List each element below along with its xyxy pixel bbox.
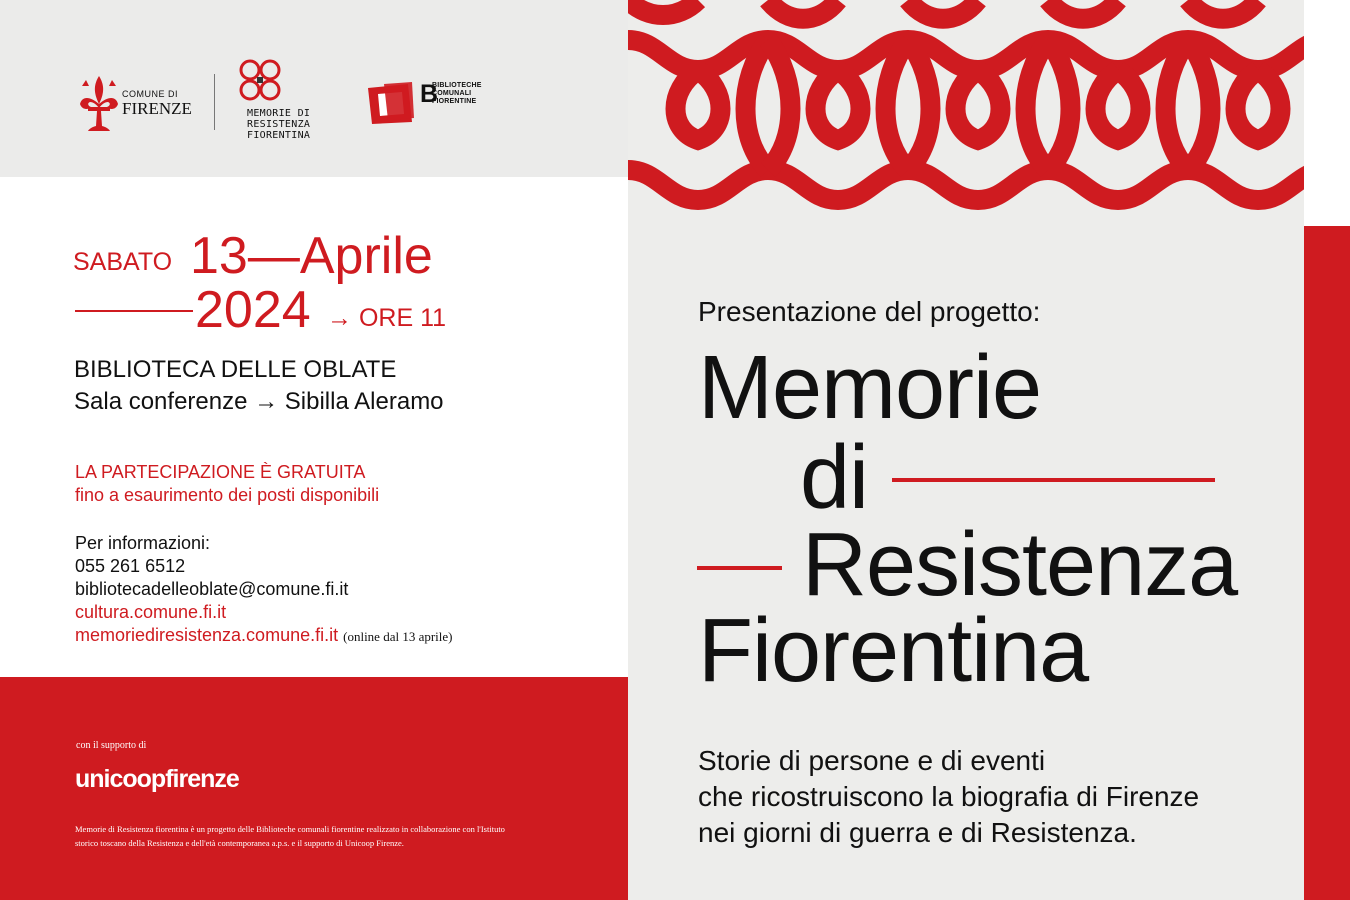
logo-divider [214,74,215,130]
red-side-strip [1304,226,1350,900]
description-line: Storie di persone e di eventi [698,745,1046,776]
event-time: → ORE 11 [327,304,447,332]
support-label: con il supporto di [76,740,147,751]
venue-name: BIBLIOTECA DELLE OBLATE [74,356,397,383]
event-day: SABATO [73,248,173,276]
title-line-memorie: Memorie [698,338,1042,438]
memorie-logo-line: FIORENTINA [247,130,311,141]
title-line-di: di [800,428,869,528]
title-line-fiorentina: Fiorentina [698,601,1089,701]
info-phone[interactable]: 055 261 6512 [75,556,186,576]
unicoop-logo: unicoopfirenze [75,765,239,793]
biblioteche-logo-line: FIORENTINE [432,98,477,105]
info-site-memorie[interactable]: memoriediresistenza.comune.fi.it [75,625,339,645]
biblioteche-logo-line: BIBLIOTECHE [432,82,482,89]
info-site-memorie-row [75,626,453,644]
venue-room: Sala conferenze → Sibilla Aleramo [74,388,444,415]
project-intro: Presentazione del progetto: [698,296,1041,327]
title-line-resistenza: Resistenza [802,515,1238,615]
memorie-logo-line: MEMORIE DI [247,108,311,119]
firenze-label: FIRENZE [122,99,192,118]
info-site-note: (online dal 13 aprile) [343,629,453,644]
event-year: 2024 [195,281,311,339]
biblioteche-book-icon [364,80,418,126]
fleur-de-lis-icon [78,74,120,132]
free-participation: LA PARTECIPAZIONE È GRATUITA [75,462,366,482]
seat-availability: fino a esaurimento dei posti disponibili [75,485,380,505]
memorie-logo-line: RESISTENZA [247,119,311,130]
comune-label: COMUNE DI [122,89,178,99]
event-date: 13—Aprile [190,227,433,285]
comune-firenze-logo-text [122,90,192,117]
title-rule-left [697,566,782,570]
memorie-knot-icon [236,57,284,103]
info-email[interactable]: bibliotecadelleoblate@comune.fi.it [75,579,349,599]
corner-strip [1304,0,1350,226]
description-line: che ricostruiscono la biografia di Firenze [698,781,1200,812]
info-site-cultura[interactable]: cultura.comune.fi.it [75,602,227,622]
biblioteche-b: B [420,80,439,108]
description-line: nei giorni di guerra e di Resistenza. [698,817,1137,848]
biblioteche-logo-text [432,82,482,106]
biblioteche-logo-line: COMUNALI [432,90,472,97]
decorative-pattern [628,0,1304,226]
project-footnote: Memorie di Resistenza fiorentina è un progetto delle Biblioteche comunali fiorentine realizzato in collaborazione con l'Istituto storico toscano della Resistenza e dell'età contemporanea a.p.s. e il supporto di Unicoop Firenze. [75,824,505,848]
title-rule-right [892,478,1215,482]
project-description [698,743,1199,851]
memorie-logo-text [247,108,310,141]
info-label: Per informazioni: [75,533,211,553]
date-rule [75,310,193,312]
